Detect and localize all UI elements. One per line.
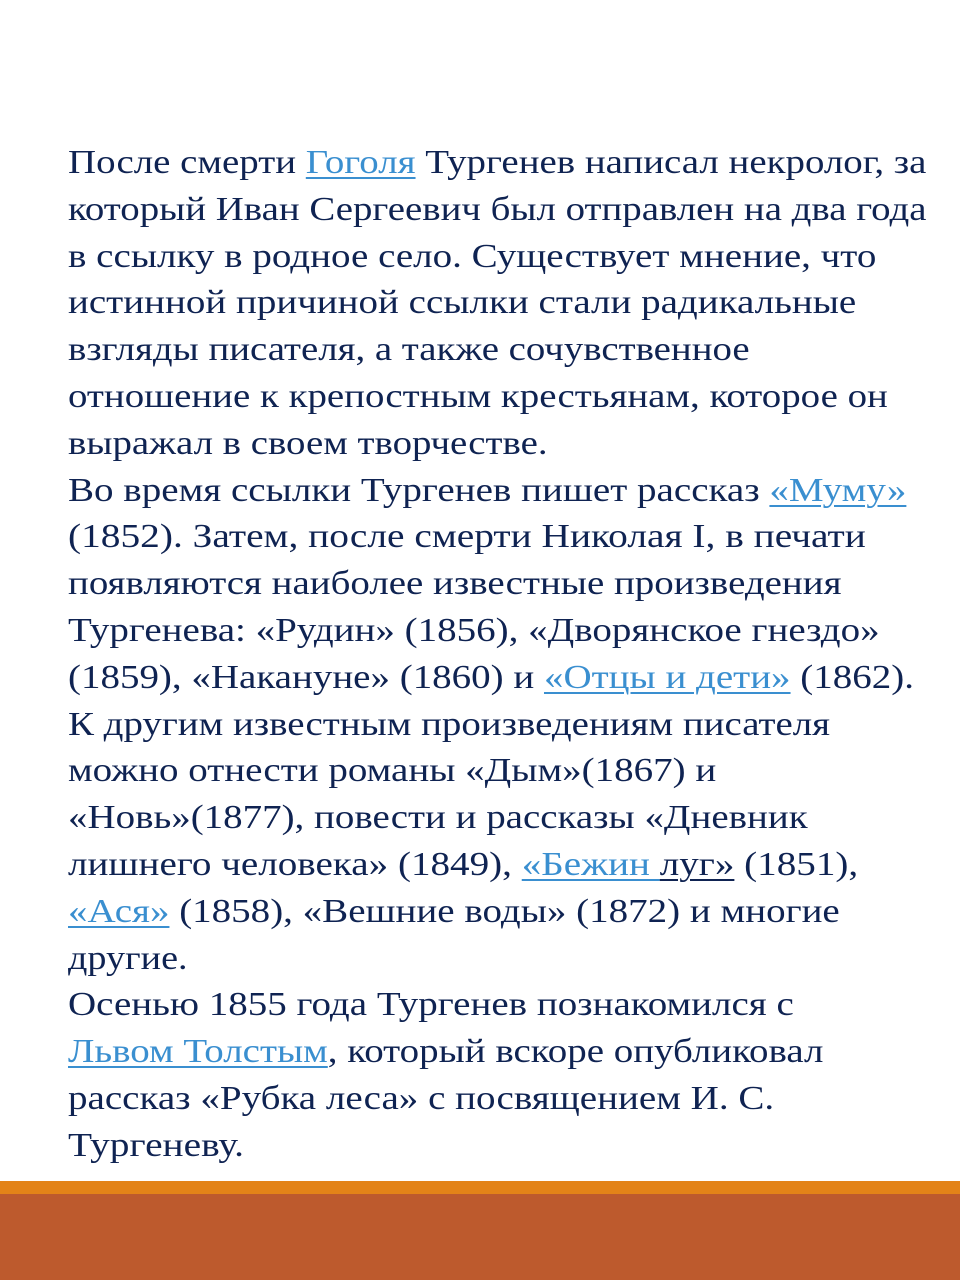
text-line bbox=[68, 421, 548, 467]
text-segment: другие. bbox=[68, 939, 188, 977]
text-segment: Во время ссылки Тургенев пишет рассказ bbox=[68, 471, 770, 509]
text-line bbox=[68, 608, 880, 654]
text-segment: взгляды писателя, а также сочувственное bbox=[68, 331, 750, 369]
text-segment: (1862). bbox=[790, 658, 914, 696]
text-line bbox=[68, 842, 858, 888]
text-segment: в ссылку в родное село. Существует мнение, что bbox=[68, 237, 877, 275]
text-segment: (1859), «Накануне» (1860) и bbox=[68, 658, 544, 696]
hyperlink[interactable]: луг» bbox=[659, 846, 735, 883]
text-line bbox=[68, 374, 888, 420]
footer-accent-band bbox=[0, 1181, 960, 1194]
hyperlink[interactable]: «Отцы и дети» bbox=[543, 658, 791, 696]
text-segment: , который вскоре опубликовал bbox=[327, 1033, 824, 1071]
text-line bbox=[68, 514, 866, 560]
text-segment: Осенью 1855 года Тургенев познакомился с bbox=[68, 986, 794, 1024]
text-segment: можно отнести романы «Дым»(1867) и bbox=[68, 752, 717, 790]
text-segment: истинной причиной ссылки стали радикальные bbox=[68, 284, 857, 322]
text-segment: Тургеневу. bbox=[68, 1126, 244, 1164]
text-segment: рассказ «Рубка леса» с посвящением И. С. bbox=[68, 1080, 775, 1117]
text-segment: Тургенева: «Рудин» (1856), «Дворянское гнездо» bbox=[68, 612, 880, 649]
text-line bbox=[68, 280, 856, 326]
text-line bbox=[68, 982, 794, 1028]
text-segment: Тургенев написал некролог, за bbox=[415, 144, 927, 181]
text-segment: отношение к крепостным крестьянам, которое он bbox=[68, 378, 888, 415]
hyperlink[interactable]: «Бежин bbox=[521, 846, 660, 883]
text-line bbox=[68, 468, 906, 514]
text-line bbox=[68, 1029, 823, 1075]
hyperlink[interactable]: «Ася» bbox=[68, 892, 170, 930]
text-line bbox=[68, 140, 926, 186]
text-line bbox=[68, 327, 750, 373]
text-line bbox=[68, 655, 914, 701]
text-line bbox=[68, 234, 876, 280]
text-segment: выражал в своем творчестве. bbox=[68, 424, 548, 462]
text-line bbox=[68, 795, 808, 841]
text-segment: После смерти bbox=[68, 144, 306, 181]
text-segment: появляются наиболее известные произведения bbox=[68, 565, 842, 603]
footer-band bbox=[0, 1194, 960, 1280]
text-line bbox=[68, 187, 926, 233]
hyperlink[interactable]: Гоголя bbox=[305, 144, 416, 181]
text-line bbox=[68, 936, 188, 982]
text-segment: (1851), bbox=[734, 846, 859, 883]
text-line bbox=[68, 702, 830, 748]
text-segment: (1852). Затем, после смерти Николая I, в печати bbox=[68, 518, 866, 556]
text-line bbox=[68, 1076, 774, 1122]
text-segment: который Иван Сергеевич был отправлен на два года bbox=[68, 190, 927, 228]
text-line bbox=[68, 889, 840, 935]
text-segment: К другим известным произведениям писателя bbox=[68, 705, 831, 743]
text-line bbox=[68, 748, 716, 794]
text-line bbox=[68, 1123, 244, 1169]
text-line bbox=[68, 561, 842, 607]
text-segment: (1858), «Вешние воды» (1872) и многие bbox=[169, 892, 840, 930]
text-segment: лишнего человека» (1849), bbox=[68, 846, 522, 883]
hyperlink[interactable]: «Муму» bbox=[769, 471, 907, 509]
text-segment: «Новь»(1877), повести и рассказы «Дневник bbox=[68, 799, 808, 837]
hyperlink[interactable]: Львом Толстым bbox=[68, 1033, 328, 1071]
